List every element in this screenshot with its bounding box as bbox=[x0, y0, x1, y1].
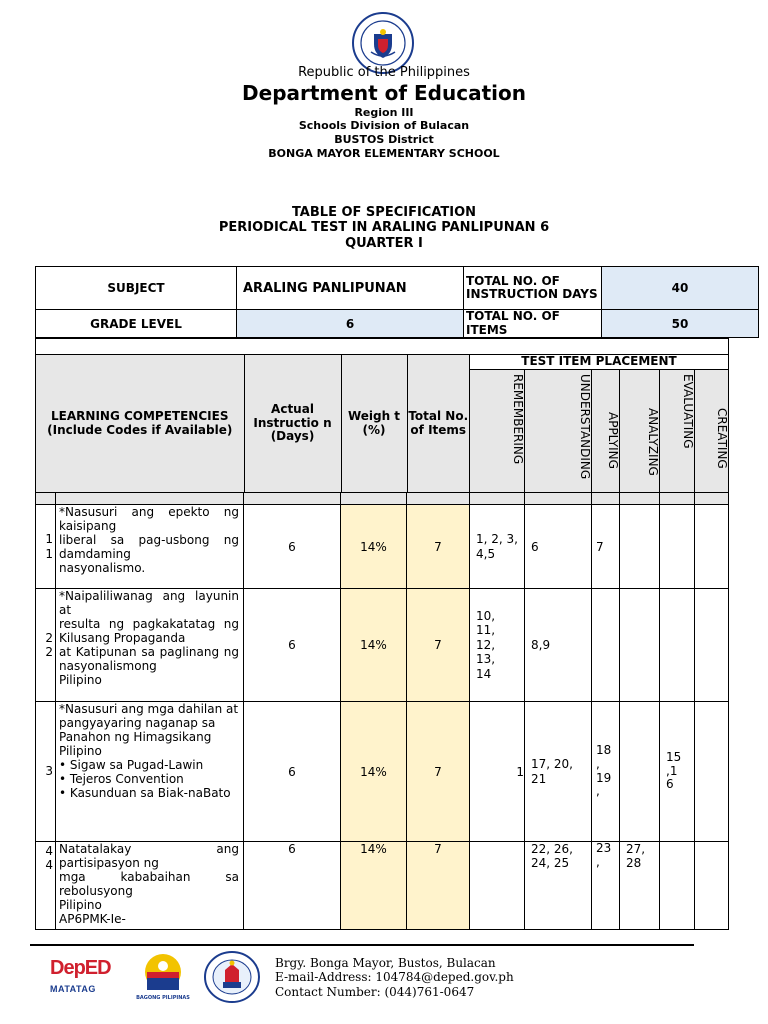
understanding-cell: 22, 26, 24, 25 bbox=[525, 842, 592, 930]
competency-text: Natatalakay ang partisipasyon ng mga kababaihan sa rebolusyong Pilipino AP6PMK-Ie- bbox=[56, 842, 244, 930]
weight-header: Weigh t (%) bbox=[341, 355, 407, 492]
table-row bbox=[36, 505, 729, 589]
items-cell: 7 bbox=[407, 505, 470, 589]
weight-cell: 14% bbox=[341, 589, 407, 702]
footer-phone: Contact Number: (044)761-0647 bbox=[275, 984, 475, 999]
header-block bbox=[36, 355, 470, 493]
sub-spacer bbox=[592, 493, 620, 505]
grade-level-label: GRADE LEVEL bbox=[36, 310, 237, 338]
evaluating-cell bbox=[660, 842, 695, 930]
competency-cell bbox=[56, 702, 244, 842]
items-cell: 7 bbox=[407, 589, 470, 702]
quarter-label: QUARTER I bbox=[345, 236, 423, 251]
weight-cell: 14% bbox=[341, 702, 407, 842]
test-item-placement-header: TEST ITEM PLACEMENT bbox=[470, 355, 729, 370]
evaluating-cell bbox=[660, 505, 695, 589]
bagong-pilipinas-text: BAGONG PILIPINAS bbox=[136, 995, 190, 1001]
school-name: BONGA MAYOR ELEMENTARY SCHOOL bbox=[268, 147, 500, 160]
department-title: Department of Education bbox=[242, 81, 526, 105]
row-number: 3 bbox=[36, 702, 56, 842]
competency-text: *Nasusuri ang mga dahilan at pangyayaring naganap sa Panahon ng Himagsikang Pilipino bbox=[59, 702, 239, 759]
creating-cell bbox=[695, 842, 729, 930]
row-number: 1 1 bbox=[36, 505, 56, 589]
applying-cell: 23 , bbox=[592, 842, 620, 930]
remembering-cell: 1, 2, 3, 4,5 bbox=[470, 505, 525, 589]
days-value: 40 bbox=[602, 267, 759, 310]
subject-value: ARALING PANLIPUNAN bbox=[237, 267, 464, 310]
list-item: • Kasunduan sa Biak-naBato bbox=[59, 786, 239, 800]
subject-info-table bbox=[35, 266, 759, 338]
days-header: Actual Instructio n (Days) bbox=[244, 355, 341, 492]
bagong-pilipinas-logo bbox=[132, 952, 194, 1008]
sub-spacer bbox=[341, 493, 407, 505]
competency-bullets bbox=[59, 758, 239, 800]
analyzing-header: ANALYZING bbox=[620, 370, 660, 493]
deped-logo-text: DepED bbox=[50, 957, 111, 979]
table-row bbox=[36, 842, 729, 930]
matatag-logo-text: MATATAG bbox=[50, 984, 96, 994]
bagong-pilipinas-icon bbox=[141, 952, 185, 992]
weight-cell: 14% bbox=[341, 842, 407, 930]
items-cell: 7 bbox=[407, 842, 470, 930]
list-item: • Sigaw sa Pugad-Lawin bbox=[59, 758, 239, 772]
creating-cell bbox=[695, 702, 729, 842]
understanding-header: UNDERSTANDING bbox=[525, 370, 592, 493]
row-number: 2 2 bbox=[36, 589, 56, 702]
days-cell: 6 bbox=[244, 702, 341, 842]
row-number: 4 4 bbox=[36, 842, 56, 930]
days-cell: 6 bbox=[244, 505, 341, 589]
sub-spacer bbox=[695, 493, 729, 505]
evaluating-header: EVALUATING bbox=[660, 370, 695, 493]
days-cell: 6 bbox=[244, 589, 341, 702]
doc-subtitle: PERIODICAL TEST IN ARALING PANLIPUNAN 6 bbox=[218, 220, 550, 235]
table-row bbox=[36, 589, 729, 702]
region-text: Region III bbox=[354, 106, 414, 119]
items-cell: 7 bbox=[407, 702, 470, 842]
school-seal-icon bbox=[203, 950, 261, 1004]
applying-cell: 7 bbox=[592, 505, 620, 589]
analyzing-cell bbox=[620, 505, 660, 589]
days-cell: 6 bbox=[244, 842, 341, 930]
evaluating-cell bbox=[660, 589, 695, 702]
sub-spacer bbox=[525, 493, 592, 505]
items-header: Total No. of Items bbox=[407, 355, 469, 492]
evaluating-cell: 15 ,1 6 bbox=[660, 702, 695, 842]
specification-table bbox=[35, 338, 729, 930]
weight-cell: 14% bbox=[341, 505, 407, 589]
division-text: Schools Division of Bulacan bbox=[298, 119, 470, 132]
remembering-cell: 10, 11, 12, 13, 14 bbox=[470, 589, 525, 702]
applying-cell: 18 , 19 , bbox=[592, 702, 620, 842]
sub-spacer bbox=[660, 493, 695, 505]
sub-spacer bbox=[56, 493, 244, 505]
understanding-cell: 6 bbox=[525, 505, 592, 589]
grade-level-value: 6 bbox=[237, 310, 464, 338]
footer-contact bbox=[275, 956, 514, 999]
items-label: TOTAL NO. OF ITEMS bbox=[464, 310, 602, 338]
competency-text: *Naipaliliwanag ang layunin at resulta ng pagkakatatag ng Kilusang Propaganda at Katipunan sa paglinang ng nasyonalismong Pilipino bbox=[56, 589, 244, 702]
analyzing-cell bbox=[620, 589, 660, 702]
republic-text: Republic of the Philippines bbox=[298, 65, 470, 80]
district-text: BUSTOS District bbox=[334, 133, 434, 146]
sub-spacer bbox=[244, 493, 341, 505]
subject-label: SUBJECT bbox=[36, 267, 237, 310]
creating-cell bbox=[695, 505, 729, 589]
sub-spacer bbox=[407, 493, 470, 505]
footer-email: E-mail-Address: 104784@deped.gov.ph bbox=[275, 970, 514, 985]
doc-title: TABLE OF SPECIFICATION bbox=[291, 205, 477, 220]
understanding-cell: 17, 20, 21 bbox=[525, 702, 592, 842]
deped-matatag-logo bbox=[50, 958, 120, 1002]
items-value: 50 bbox=[602, 310, 759, 338]
applying-header: APPLYING bbox=[592, 370, 620, 493]
remembering-cell: 1 bbox=[470, 702, 525, 842]
creating-cell bbox=[695, 589, 729, 702]
remembering-header: REMEMBERING bbox=[470, 370, 525, 493]
analyzing-cell: 27, 28 bbox=[620, 842, 660, 930]
understanding-cell: 8,9 bbox=[525, 589, 592, 702]
days-label: TOTAL NO. OF INSTRUCTION DAYS bbox=[464, 267, 602, 310]
sub-spacer bbox=[470, 493, 525, 505]
sub-spacer bbox=[620, 493, 660, 505]
list-item: • Tejeros Convention bbox=[59, 772, 239, 786]
competencies-header: LEARNING COMPETENCIES (Include Codes if Available) bbox=[36, 355, 244, 492]
footer-address: Brgy. Bonga Mayor, Bustos, Bulacan bbox=[275, 956, 496, 970]
competency-text: *Nasusuri ang epekto ng kaisipang liberal sa pag-usbong ng damdaming nasyonalismo. bbox=[56, 505, 244, 589]
analyzing-cell bbox=[620, 702, 660, 842]
table-row bbox=[36, 702, 729, 842]
footer-divider bbox=[30, 944, 694, 946]
sub-spacer bbox=[36, 493, 56, 505]
creating-header: CREATING bbox=[695, 370, 729, 493]
applying-cell bbox=[592, 589, 620, 702]
remembering-cell bbox=[470, 842, 525, 930]
spacer-row bbox=[36, 339, 729, 355]
